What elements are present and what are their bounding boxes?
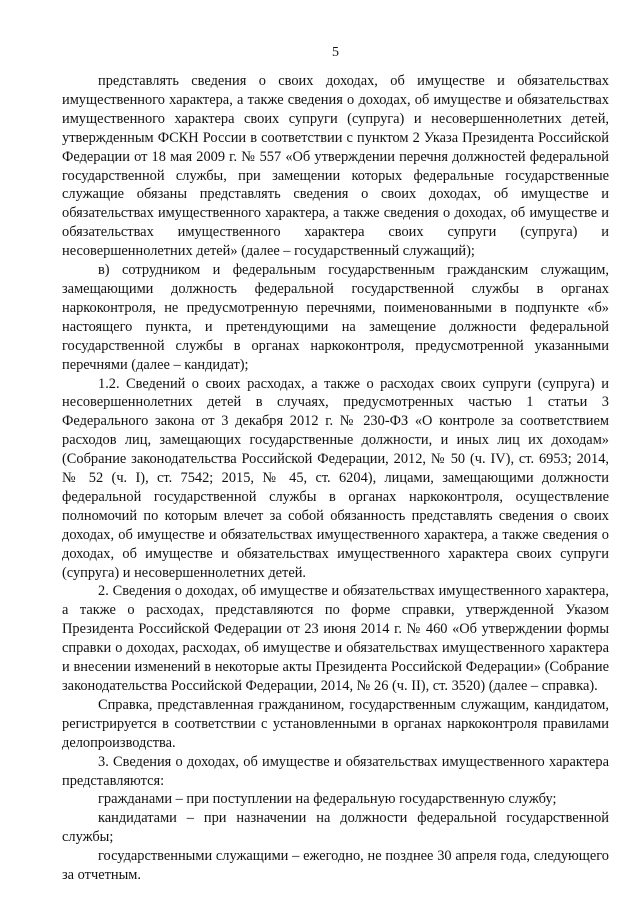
paragraph: представлять сведения о своих доходах, об имуществе и обязательствах имущественного характера, а также сведения о доходах, об имуществе и обязательствах имущественного характера своих супруги (супруга) и несовершеннолетних детей, утвержденным ФСКН России в соответствии с пунктом 2 Указа Президента Российской Федерации от 18 мая 2009 г. № 557 «Об утверждении перечня должностей федеральной государственной службы, при замещении которых федеральные государственные служащие обязаны представлять сведения о своих доходах, об имуществе и обязательствах имущественного характера, а также сведения о доходах, об имуществе и обязательствах имущественного характера своих супруги (супруга) и несовершеннолетних детей» (далее – государственный служащий);	[62, 73, 609, 260]
document-body	[62, 72, 609, 885]
paragraph: Справка, представленная гражданином, государственным служащим, кандидатом, регистрируется в соответствии с установленными в органах наркоконтроля правилами делопроизводства.	[62, 696, 609, 751]
paragraph: гражданами – при поступлении на федеральную государственную службу;	[98, 791, 557, 808]
paragraph: 1.2. Сведений о своих расходах, а также о расходах своих супруги (супруга) и несовершеннолетних детей в случаях, предусмотренных частью 1 статьи 3 Федерального закона от 3 декабря 2012 г. № 230-ФЗ «О контроле за соответствием расходов лиц, замещающих государственные должности, и иных лиц их доходам» (Собрание законодательства Российской Федерации, 2012, № 50 (ч. IV), ст. 6953; 2014, № 52 (ч. I), ст. 7542; 2015, № 45, ст. 6204), лицами, замещающими должности федеральной государственной службы в органах наркоконтроля, осуществление полномочий по которым влечет за собой обязанность представлять сведения о своих доходах, об имуществе и обязательствах имущественного характера, а также сведения о доходах, об имуществе и обязательствах имущественного характера своих супруги (супруга) и несовершеннолетних детей.	[62, 375, 609, 581]
page-number: 5	[332, 45, 339, 60]
paragraph: кандидатами – при назначении на должности федеральной государственной службы;	[62, 810, 609, 846]
paragraph: государственными служащими – ежегодно, не позднее 30 апреля года, следующего за отчетным.	[62, 848, 609, 884]
paragraph: 3. Сведения о доходах, об имуществе и обязательствах имущественного характера представляются:	[62, 753, 609, 789]
paragraph: в) сотрудником и федеральным государственным гражданским служащим, замещающими должность федеральной государственной службы в органах наркоконтроля, не предусмотренную перечнями, поименованными в подпункте «б» настоящего пункта, и претендующими на замещение должности федеральной государственной службы в органах наркоконтроля, предусмотренной указанными перечнями (далее – кандидат);	[62, 262, 609, 373]
paragraph: 2. Сведения о доходах, об имуществе и обязательствах имущественного характера, а также о расходах, представляются по форме справки, утвержденной Указом Президента Российской Федерации от 23 июня 2014 г. № 460 «Об утверждении формы справки о доходах, расходах, об имуществе и обязательствах имущественного характера и внесении изменений в некоторые акты Президента Российской Федерации» (Собрание законодательства Российской Федерации, 2014, № 26 (ч. II), ст. 3520) (далее – справка).	[62, 583, 609, 694]
